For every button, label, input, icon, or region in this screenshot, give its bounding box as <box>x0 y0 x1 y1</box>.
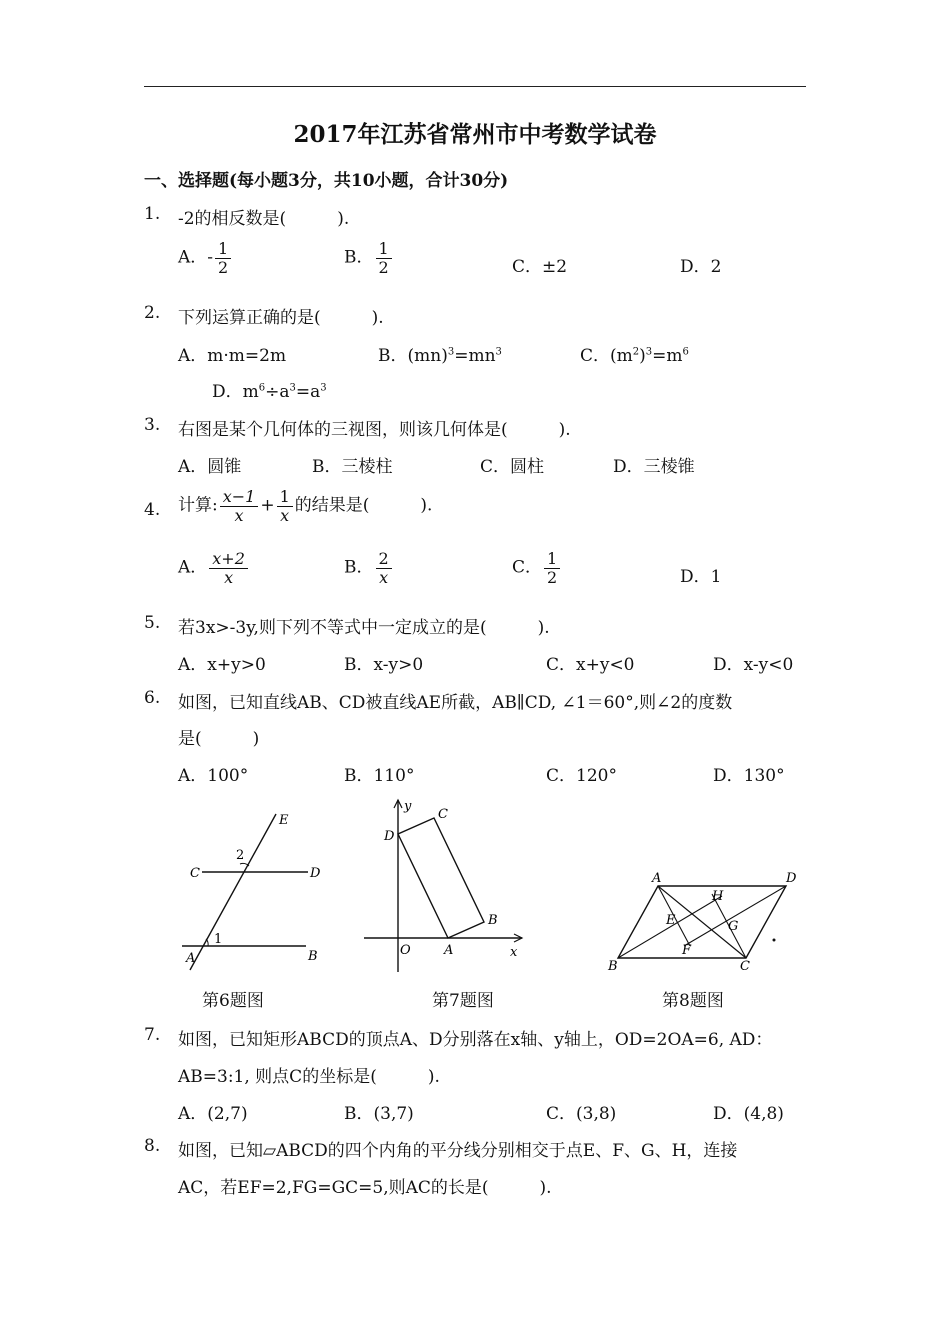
fig7-label-b: B <box>488 913 498 928</box>
q4-f1-den: x <box>234 505 244 525</box>
figure-7 <box>358 796 533 976</box>
q4-b-label: B． <box>344 557 374 578</box>
q1-b-num: 1 <box>376 240 392 259</box>
q3-option-a[interactable]: A．圆锥 <box>178 457 242 477</box>
q4-a-fraction <box>209 550 248 586</box>
fig6-label-2: 2 <box>236 848 245 863</box>
q2-c-sup2: 3 <box>645 346 653 358</box>
q2-d-sup3: 3 <box>320 382 327 394</box>
q2-c-mid: ) <box>639 346 646 366</box>
q4-option-d[interactable]: D．1 <box>680 567 722 587</box>
fig7-label-y: y <box>404 799 412 814</box>
section-heading: 一、选择题(每小题3分，共10小题，合计30分) <box>144 171 509 191</box>
q8-stem-line1: 如图，已知▱ABCD的四个内角的平分线分别相交于点E、F、G、H，连接 <box>178 1141 738 1161</box>
fig6-label-d: D <box>310 866 321 881</box>
fig6-label-b: B <box>308 949 318 964</box>
q1-b-den: 2 <box>378 257 389 277</box>
q4-option-c[interactable] <box>512 550 562 586</box>
q6-option-c[interactable]: C．120° <box>546 766 617 786</box>
q2-option-a[interactable]: A．m·m=2m <box>178 346 287 366</box>
q5-option-b[interactable]: B．x-y>0 <box>344 655 424 675</box>
q3-stem: 右图是某个几何体的三视图，则该几何体是( ). <box>178 420 571 440</box>
q2-c-sup1: 2 <box>632 346 640 358</box>
fig7-label-x: x <box>510 945 518 960</box>
q6-number: 6. <box>144 688 161 708</box>
q8-number: 8. <box>144 1136 161 1156</box>
fig8-label-c: C <box>740 959 750 974</box>
q4-f1-num: x−1 <box>220 488 259 507</box>
q2-d-sup2: 3 <box>289 382 296 394</box>
q3-option-c[interactable]: C．圆柱 <box>480 457 545 477</box>
q2-d-mid: ÷a <box>265 382 290 402</box>
q4-b-den: x <box>379 567 389 587</box>
fig6-caption: 第6题图 <box>202 991 264 1011</box>
q7-option-d[interactable]: D．(4,8) <box>713 1104 784 1124</box>
fig6-label-a: A <box>186 951 196 966</box>
fig8-label-f: F <box>682 943 692 958</box>
q1-number: 1. <box>144 204 161 224</box>
q5-option-c[interactable]: C．x+y<0 <box>546 655 635 675</box>
q2-b-sup2: 3 <box>495 346 502 358</box>
q3-option-d[interactable]: D．三棱锥 <box>613 457 695 477</box>
q5-stem: 若3x>-3y,则下列不等式中一定成立的是( ). <box>178 618 550 638</box>
q1-a-fraction <box>215 240 231 276</box>
q6-option-d[interactable]: D．130° <box>713 766 785 786</box>
q2-option-d[interactable] <box>212 377 327 402</box>
fig7-label-c: C <box>438 807 448 822</box>
page-title: 2017年江苏省常州市中考数学试卷 <box>293 121 657 148</box>
q1-b-fraction <box>376 240 392 276</box>
q4-option-a[interactable] <box>178 550 250 586</box>
q2-b-mid: =mn <box>454 346 496 366</box>
fig8-label-a: A <box>652 871 662 886</box>
q5-number: 5. <box>144 613 161 633</box>
q3-option-b[interactable]: B．三棱柱 <box>312 457 393 477</box>
q4-stem-pre: 计算: <box>178 495 218 516</box>
q4-number: 4. <box>144 500 161 520</box>
figure-8 <box>600 866 810 976</box>
q7-option-c[interactable]: C．(3,8) <box>546 1104 617 1124</box>
fig6-label-c: C <box>190 866 200 881</box>
fig7-label-d: D <box>384 829 395 844</box>
q8-stem-line2: AC，若EF=2,FG=GC=5,则AC的长是( ). <box>178 1178 552 1198</box>
q1-a-den: 2 <box>218 257 229 277</box>
q1-option-a[interactable] <box>178 240 233 276</box>
fig8-caption: 第8题图 <box>662 991 724 1011</box>
q4-c-den: 2 <box>547 567 558 587</box>
q4-stem <box>178 488 432 524</box>
q2-b-pre: B．(mn) <box>378 346 448 366</box>
q6-option-b[interactable]: B．110° <box>344 766 415 786</box>
fig8-label-h: H <box>712 889 724 904</box>
q1-a-label: A．- <box>178 247 214 268</box>
top-rule <box>144 86 806 87</box>
q2-d-sup1: 6 <box>258 382 266 394</box>
fig7-caption: 第7题图 <box>432 991 494 1011</box>
q6-stem-line2: 是( ) <box>178 729 260 749</box>
fig8-label-e: E <box>666 913 676 928</box>
q1-option-c[interactable]: C．±2 <box>512 257 568 277</box>
fig6-label-1: 1 <box>214 932 223 947</box>
q4-fraction-2 <box>277 488 293 524</box>
q4-f2-den: x <box>280 505 290 525</box>
q4-option-b[interactable] <box>344 550 394 586</box>
q6-stem-line1: 如图，已知直线AB、CD被直线AE所截，AB∥CD, ∠1＝60°,则∠2的度数 <box>178 693 733 713</box>
q2-b-sup1: 3 <box>447 346 455 358</box>
q2-option-b[interactable] <box>378 341 502 366</box>
q7-number: 7. <box>144 1025 161 1045</box>
q2-d-pre: D．m <box>212 382 259 402</box>
q1-stem: -2的相反数是( ). <box>178 209 350 229</box>
q7-stem-line1: 如图，已知矩形ABCD的顶点A、D分别落在x轴、y轴上，OD=2OA=6, AD： <box>178 1030 773 1050</box>
q3-number: 3. <box>144 415 161 435</box>
q6-option-a[interactable]: A．100° <box>178 766 249 786</box>
q4-fraction-1 <box>220 488 259 524</box>
q4-a-num: x+2 <box>209 550 248 569</box>
q4-a-label: A． <box>178 557 208 578</box>
q4-f2-num: 1 <box>277 488 293 507</box>
q2-d-mid2: =a <box>295 382 321 402</box>
q1-option-d[interactable]: D．2 <box>680 257 722 277</box>
fig8-label-g: G <box>728 919 739 934</box>
q4-a-den: x <box>224 567 234 587</box>
fig7-label-a: A <box>444 943 454 958</box>
q4-c-label: C． <box>512 557 543 578</box>
q1-option-b[interactable] <box>344 240 394 276</box>
fig7-rectangle <box>398 818 484 938</box>
q4-stem-post: 的结果是( ). <box>294 495 433 516</box>
q5-option-d[interactable]: D．x-y<0 <box>713 655 794 675</box>
q7-option-b[interactable]: B．(3,7) <box>344 1104 414 1124</box>
fig8-label-b: B <box>608 959 618 974</box>
figure-6 <box>170 800 340 975</box>
fig8-stray-dot <box>773 939 776 942</box>
q2-c-sup3: 6 <box>682 346 689 358</box>
q4-c-num: 1 <box>544 550 560 569</box>
q4-b-num: 2 <box>376 550 392 569</box>
q7-option-a[interactable]: A．(2,7) <box>178 1104 248 1124</box>
q5-option-a[interactable]: A．x+y>0 <box>178 655 266 675</box>
q1-b-label: B． <box>344 247 374 268</box>
q2-c-pre: C．(m <box>580 346 633 366</box>
fig7-label-o: O <box>400 943 411 958</box>
q2-option-c[interactable] <box>580 341 689 366</box>
q7-stem-line2: AB=3:1, 则点C的坐标是( ). <box>178 1067 440 1087</box>
q1-a-num: 1 <box>215 240 231 259</box>
q4-plus: + <box>260 495 275 516</box>
q2-number: 2. <box>144 303 161 323</box>
fig8-label-d: D <box>786 871 797 886</box>
q2-c-mid2: =m <box>652 346 683 366</box>
q2-stem: 下列运算正确的是( ). <box>178 308 384 328</box>
q4-c-fraction <box>544 550 560 586</box>
q4-b-fraction <box>376 550 392 586</box>
fig6-label-e: E <box>279 813 289 828</box>
fig6-angle-1-arc <box>206 939 208 946</box>
